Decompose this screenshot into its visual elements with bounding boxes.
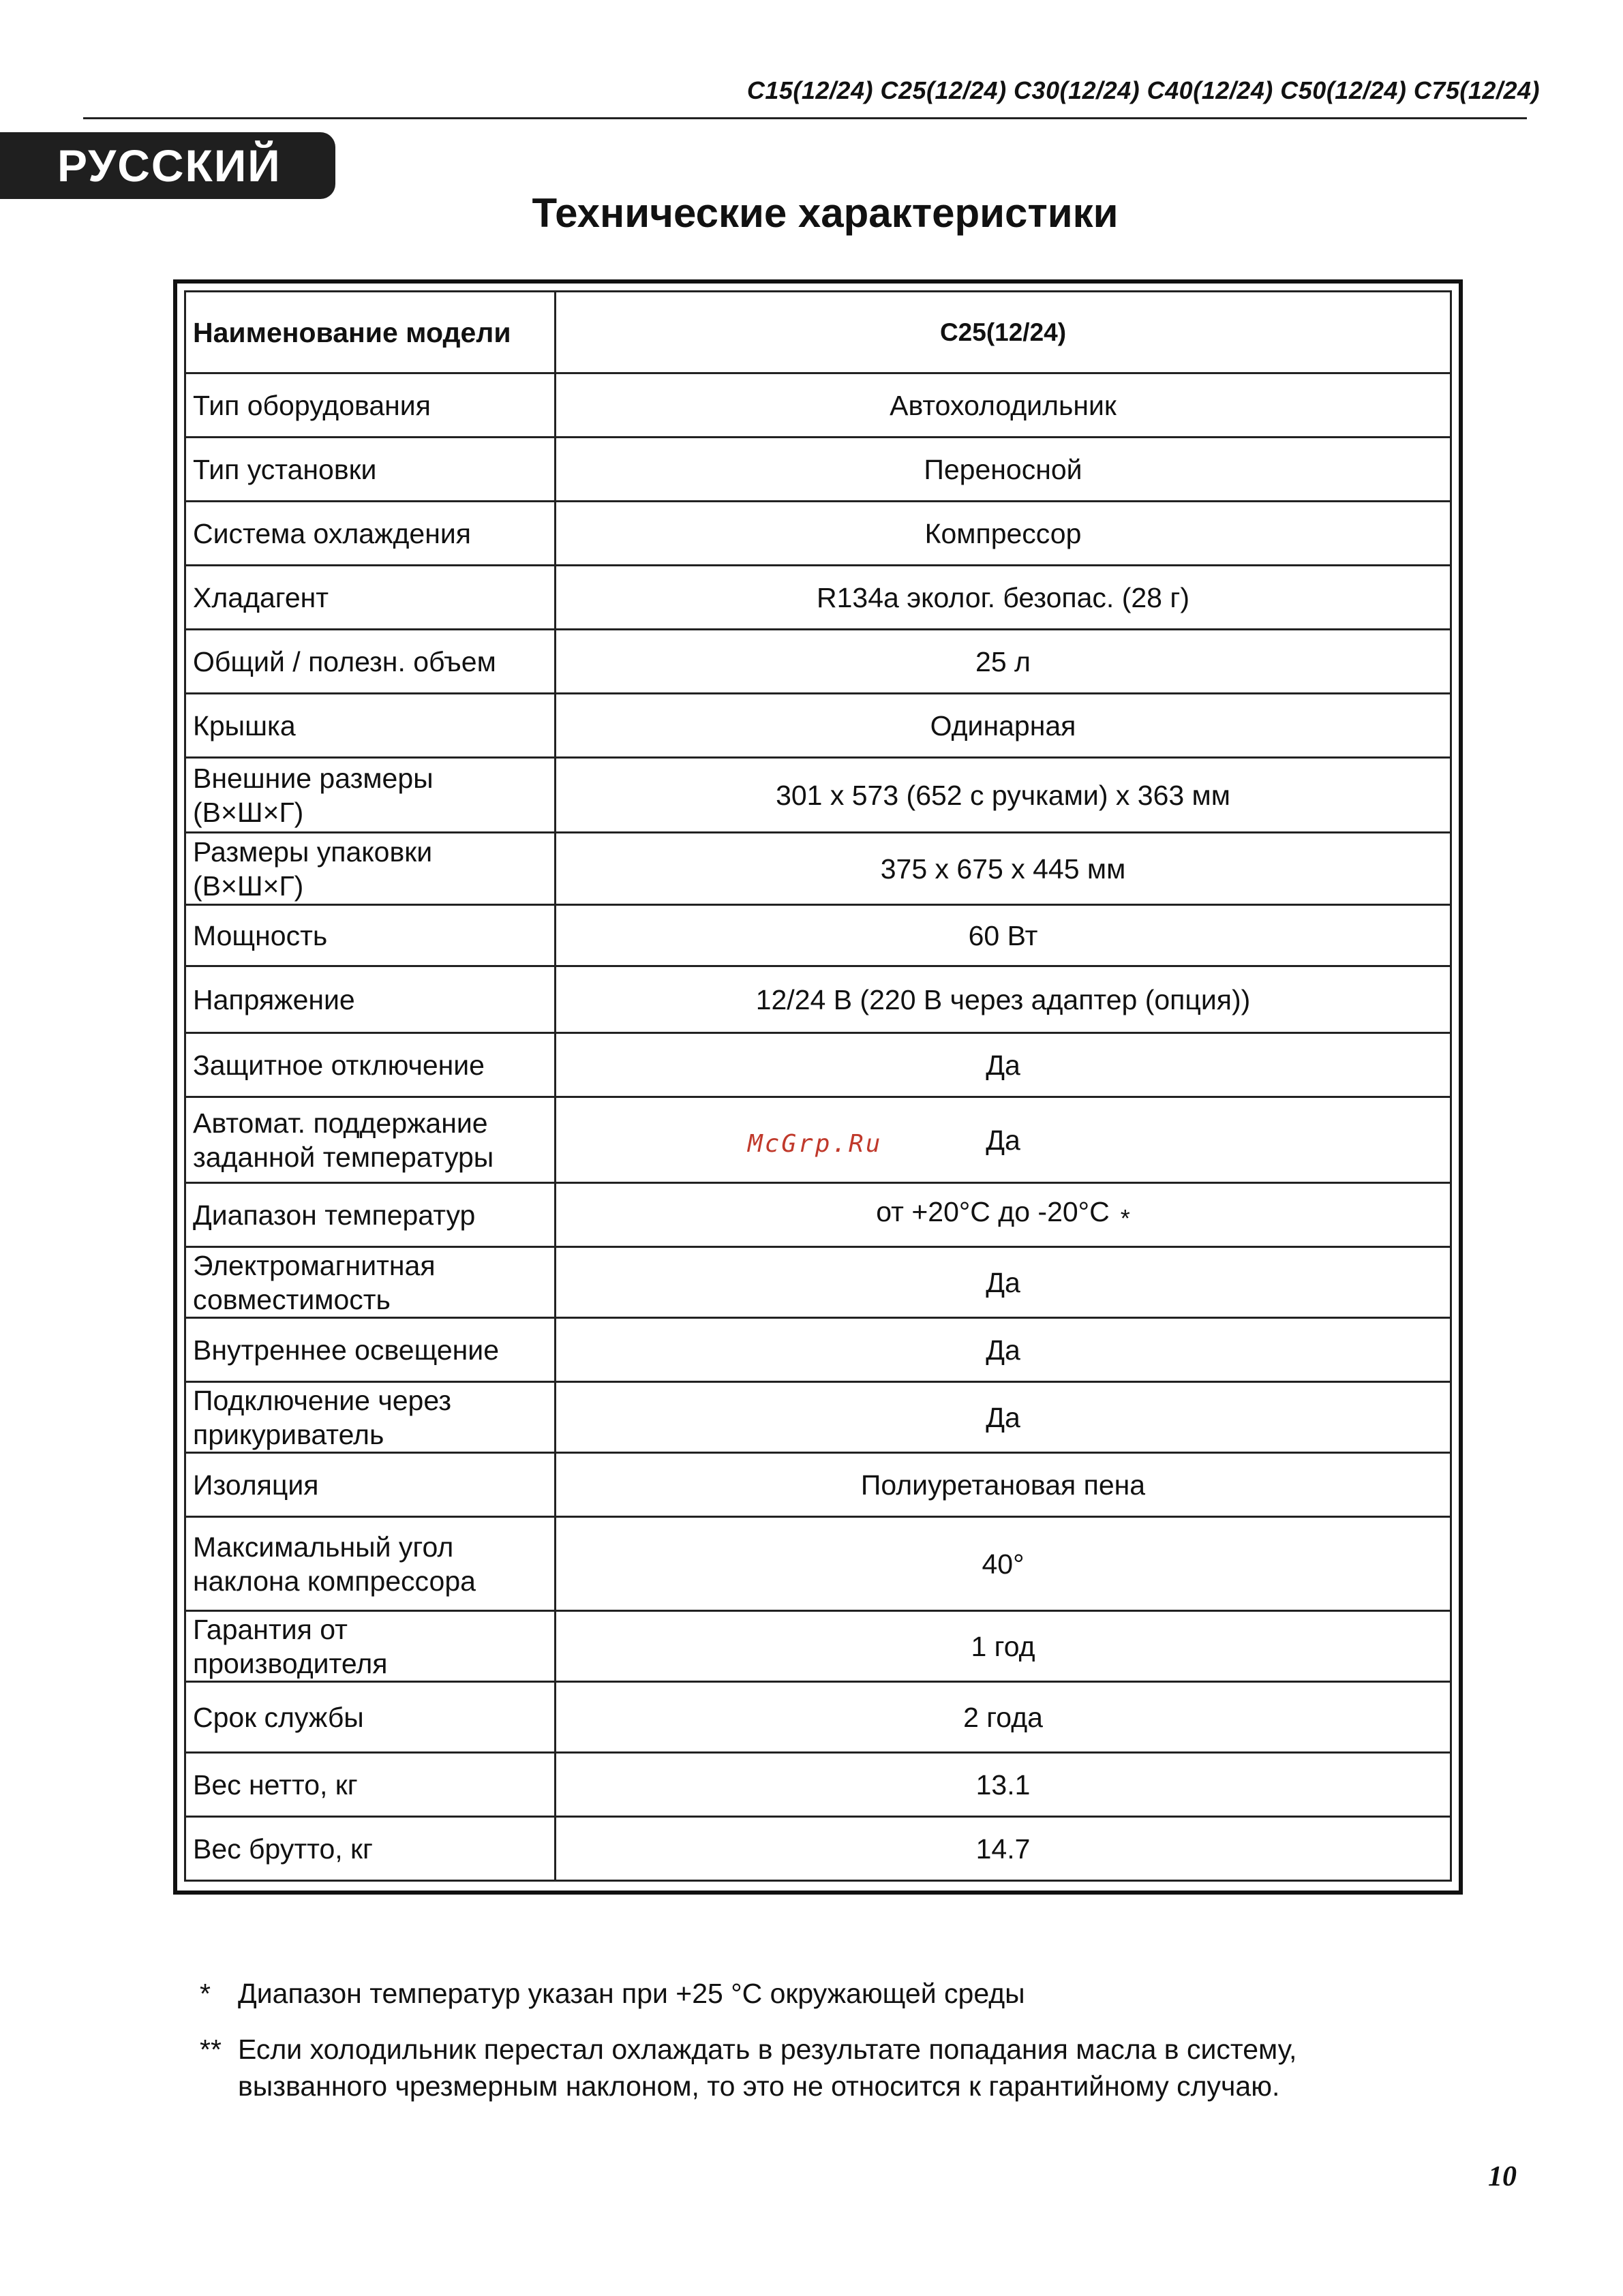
table-row xyxy=(185,1247,1451,1318)
row-value: Да xyxy=(556,1097,1451,1183)
row-label: Диапазон температур xyxy=(185,1183,556,1247)
row-label: Электромагнитная совместимость xyxy=(185,1247,556,1318)
row-value: 375 x 675 x 445 мм xyxy=(556,833,1451,905)
row-value: 301 x 573 (652 с ручками) x 363 мм xyxy=(556,758,1451,833)
table-row xyxy=(185,566,1451,630)
row-value: Переносной xyxy=(556,438,1451,502)
row-label: Внешние размеры (В×Ш×Г) xyxy=(185,758,556,833)
page-title: Технические характеристики xyxy=(532,190,1119,236)
specifications-table xyxy=(184,290,1452,1882)
row-value: Автохолодильник xyxy=(556,373,1451,438)
row-value: 60 Вт xyxy=(556,905,1451,966)
table-row xyxy=(185,1682,1451,1753)
table-row xyxy=(185,758,1451,833)
table-row xyxy=(185,1611,1451,1682)
watermark-text: McGrp.Ru xyxy=(748,1130,883,1158)
row-label: Внутреннее освещение xyxy=(185,1318,556,1382)
header-model: C25(12/24) xyxy=(556,292,1451,373)
row-value: Одинарная xyxy=(556,694,1451,758)
row-value: Полиуретановая пена xyxy=(556,1453,1451,1517)
table-row xyxy=(185,966,1451,1033)
footnote-mark: ** xyxy=(200,2034,222,2065)
footnote-text: Если холодильник перестал охлаждать в результате попадания масла в систему, вызванного чрезмерным наклоном, то это не относится к гарантийному случаю. xyxy=(238,2034,1297,2102)
table-row xyxy=(185,1517,1451,1611)
table-row xyxy=(185,694,1451,758)
footnote-text: Диапазон температур указан при +25 °C окружающей среды xyxy=(238,1978,1025,2009)
row-value: Да xyxy=(556,1247,1451,1318)
table-row xyxy=(185,1318,1451,1382)
row-label: Система охлаждения xyxy=(185,502,556,566)
row-value: 12/24 В (220 В через адаптер (опция)) xyxy=(556,966,1451,1033)
footnote-mark: * xyxy=(200,1978,211,2009)
row-value: Да xyxy=(556,1033,1451,1097)
row-value: 2 года xyxy=(556,1682,1451,1753)
row-value: 14.7 xyxy=(556,1817,1451,1881)
row-value: 1 год xyxy=(556,1611,1451,1682)
table-header-row xyxy=(185,292,1451,373)
footnote xyxy=(200,2031,1427,2104)
row-value: 40° xyxy=(556,1517,1451,1611)
table-row xyxy=(185,438,1451,502)
row-label: Вес брутто, кг xyxy=(185,1817,556,1881)
row-value: 13.1 xyxy=(556,1753,1451,1817)
row-value: 25 л xyxy=(556,630,1451,694)
row-label: Хладагент xyxy=(185,566,556,630)
header-label: Наименование модели xyxy=(185,292,556,373)
row-label: Тип оборудования xyxy=(185,373,556,438)
table-row xyxy=(185,1033,1451,1097)
model-list-header: C15(12/24) C25(12/24) C30(12/24) C40(12/24) C50(12/24) C75(12/24) xyxy=(746,76,1540,104)
table-row xyxy=(185,502,1451,566)
table-row xyxy=(185,1753,1451,1817)
footnote xyxy=(200,1975,1413,2012)
row-label: Подключение через прикуриватель xyxy=(185,1382,556,1453)
page-number: 10 xyxy=(1488,2161,1517,2192)
row-value: R134a эколог. безопас. (28 г) xyxy=(556,566,1451,630)
table-row xyxy=(185,1183,1451,1247)
row-label: Защитное отключение xyxy=(185,1033,556,1097)
table-row xyxy=(185,630,1451,694)
row-label: Изоляция xyxy=(185,1453,556,1517)
table-row xyxy=(185,905,1451,966)
row-value xyxy=(556,1183,1451,1247)
row-label: Срок службы xyxy=(185,1682,556,1753)
row-label: Размеры упаковки (В×Ш×Г) xyxy=(185,833,556,905)
row-label: Крышка xyxy=(185,694,556,758)
row-label: Автомат. поддержание заданной температуры xyxy=(185,1097,556,1183)
row-label: Мощность xyxy=(185,905,556,966)
header-divider xyxy=(83,117,1527,119)
row-value: Да xyxy=(556,1318,1451,1382)
row-label: Максимальный угол наклона компрессора xyxy=(185,1517,556,1611)
language-badge: РУССКИЙ xyxy=(0,132,335,199)
table-row xyxy=(185,1382,1451,1453)
row-label: Вес нетто, кг xyxy=(185,1753,556,1817)
table-row xyxy=(185,1453,1451,1517)
row-label: Напряжение xyxy=(185,966,556,1033)
table-row xyxy=(185,833,1451,905)
row-value: Да xyxy=(556,1382,1451,1453)
row-value: Компрессор xyxy=(556,502,1451,566)
temperature-range-value: от +20°C до -20°C xyxy=(876,1195,1110,1227)
row-label: Тип установки xyxy=(185,438,556,502)
row-label: Общий / полезн. объем xyxy=(185,630,556,694)
table-row xyxy=(185,373,1451,438)
row-label: Гарантия от производителя xyxy=(185,1611,556,1682)
table-row xyxy=(185,1817,1451,1881)
footnote-marker: * xyxy=(1120,1204,1130,1232)
